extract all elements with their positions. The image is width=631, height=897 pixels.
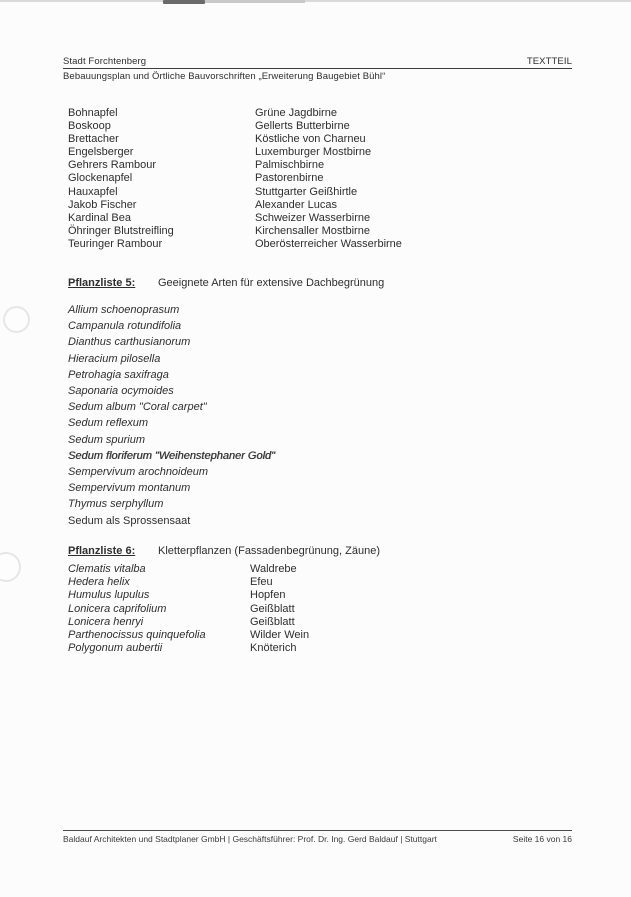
apple-variety: Engelsberger bbox=[68, 146, 134, 159]
climbing-plant-latin-name: Lonicera caprifolium bbox=[68, 602, 167, 615]
climbing-plant-latin-name: Lonicera henryi bbox=[68, 615, 144, 628]
pear-variety: Grüne Jagdbirne bbox=[255, 107, 337, 119]
roof-plant-item: Sedum spurium bbox=[68, 433, 146, 446]
fruit-variety-list bbox=[68, 107, 402, 251]
footer-page-number: Seite 16 von 16 bbox=[512, 834, 572, 844]
roof-plant-item: Saponaria ocymoides bbox=[68, 385, 174, 398]
fruit-list-row bbox=[68, 238, 402, 251]
climbing-plant-latin-name: Hedera helix bbox=[68, 576, 130, 589]
fruit-list-row bbox=[68, 107, 402, 120]
roof-plant-item: Dianthus carthusianorum bbox=[68, 336, 191, 349]
pflanzliste6-items bbox=[68, 563, 309, 655]
apple-variety: Jakob Fischer bbox=[68, 198, 137, 211]
scan-top-edge-artifact bbox=[0, 0, 631, 2]
punch-hole-mark bbox=[3, 306, 30, 333]
pflanzliste5-title: Geeignete Arten für extensive Dachbegrünung bbox=[158, 277, 385, 289]
pear-variety: Pastorenbirne bbox=[255, 172, 324, 185]
fruit-list-row bbox=[68, 146, 402, 159]
climbing-plant-row bbox=[68, 642, 309, 655]
roof-plant-item: Sedum floriferum "Weihenstephaner Gold" bbox=[68, 449, 275, 462]
pear-variety: Alexander Lucas bbox=[255, 198, 337, 211]
apple-variety: Bohnapfel bbox=[68, 107, 118, 119]
climbing-plant-german-name: Geißblatt bbox=[250, 615, 295, 628]
header-right-label: TEXTTEIL bbox=[526, 56, 572, 67]
fruit-list-row bbox=[68, 159, 402, 172]
roof-plant-item: Hieracium pilosella bbox=[68, 352, 161, 365]
pear-variety: Schweizer Wasserbirne bbox=[255, 211, 371, 224]
climbing-plant-row bbox=[68, 576, 309, 589]
climbing-plant-latin-name: Humulus lupulus bbox=[68, 589, 150, 602]
roof-plant-item: Sempervivum arochnoideum bbox=[68, 466, 209, 479]
climbing-plant-german-name: Waldrebe bbox=[250, 563, 297, 575]
apple-variety: Teuringer Rambour bbox=[68, 237, 163, 250]
scan-smudge-artifact-light bbox=[205, 0, 305, 3]
climbing-plant-row bbox=[68, 616, 309, 629]
roof-plant-item: Sedum reflexum bbox=[68, 417, 149, 430]
scan-smudge-artifact bbox=[163, 0, 205, 4]
fruit-list-row bbox=[68, 133, 402, 146]
climbing-plant-latin-name: Parthenocissus quinquefolia bbox=[68, 629, 206, 642]
header-rule-row bbox=[63, 56, 572, 69]
apple-variety: Brettacher bbox=[68, 133, 119, 146]
footer-company: Baldauf Architekten und Stadtplaner GmbH | Geschäftsführer: Prof. Dr. Ing. Gerd Baldauf | Stuttgart bbox=[63, 834, 437, 844]
climbing-plant-german-name: Hopfen bbox=[250, 589, 286, 602]
fruit-list-row bbox=[68, 199, 402, 212]
pear-variety: Köstliche von Charneu bbox=[255, 133, 366, 146]
apple-variety: Boskoop bbox=[68, 120, 111, 133]
fruit-list-row bbox=[68, 186, 402, 199]
roof-plant-item: Sedum album "Coral carpet" bbox=[68, 401, 207, 414]
header-subtitle: Bebauungsplan und Örtliche Bauvorschriften „Erweiterung Baugebiet Bühl“ bbox=[63, 71, 386, 82]
roof-plant-item: Campanula rotundifolia bbox=[68, 320, 182, 333]
climbing-plant-row bbox=[68, 603, 309, 616]
climbing-plant-latin-name: Clematis vitalba bbox=[68, 563, 146, 575]
apple-variety: Öhringer Blutstreifling bbox=[68, 224, 174, 237]
pear-variety: Kirchensaller Mostbirne bbox=[255, 224, 370, 237]
header-title: Stadt Forchtenberg bbox=[63, 56, 147, 67]
fruit-list-row bbox=[68, 225, 402, 238]
fruit-list-row bbox=[68, 120, 402, 133]
punch-hole-mark bbox=[0, 552, 21, 582]
pflanzliste6-heading bbox=[68, 545, 380, 557]
page-header bbox=[63, 56, 572, 82]
climbing-plant-row bbox=[68, 589, 309, 602]
apple-variety: Kardinal Bea bbox=[68, 211, 131, 224]
roof-plant-item: Sempervivum montanum bbox=[68, 482, 191, 495]
pflanzliste5-label: Pflanzliste 5: bbox=[68, 277, 136, 289]
pear-variety: Stuttgarter Geißhirtle bbox=[255, 185, 358, 198]
pflanzliste5-items bbox=[68, 302, 275, 529]
climbing-plant-german-name: Knöterich bbox=[250, 642, 297, 655]
pflanzliste6-label: Pflanzliste 6: bbox=[68, 545, 136, 557]
pear-variety: Oberösterreicher Wasserbirne bbox=[255, 237, 402, 250]
roof-plant-item: Allium schoenoprasum bbox=[68, 304, 180, 316]
page-footer bbox=[63, 830, 572, 844]
fruit-list-row bbox=[68, 172, 402, 185]
pear-variety: Gellerts Butterbirne bbox=[255, 120, 350, 133]
climbing-plant-german-name: Efeu bbox=[250, 576, 273, 589]
climbing-plant-latin-name: Polygonum aubertii bbox=[68, 642, 163, 655]
apple-variety: Hauxapfel bbox=[68, 185, 118, 198]
climbing-plant-row bbox=[68, 629, 309, 642]
climbing-plant-row bbox=[68, 563, 309, 576]
pflanzliste5-heading bbox=[68, 277, 384, 289]
apple-variety: Gehrers Rambour bbox=[68, 159, 157, 172]
pear-variety: Palmischbirne bbox=[255, 159, 325, 172]
climbing-plant-german-name: Wilder Wein bbox=[250, 629, 310, 642]
roof-plant-item: Petrohagia saxifraga bbox=[68, 368, 169, 381]
pflanzliste6-title: Kletterpflanzen (Fassadenbegrünung, Zäune) bbox=[158, 545, 380, 557]
pear-variety: Luxemburger Mostbirne bbox=[255, 146, 372, 159]
apple-variety: Glockenapfel bbox=[68, 172, 133, 185]
roof-plant-item-final: Sedum als Sprossensaat bbox=[68, 514, 191, 527]
climbing-plant-german-name: Geißblatt bbox=[250, 602, 295, 615]
roof-plant-item: Thymus serphyllum bbox=[68, 498, 164, 511]
fruit-list-row bbox=[68, 212, 402, 225]
